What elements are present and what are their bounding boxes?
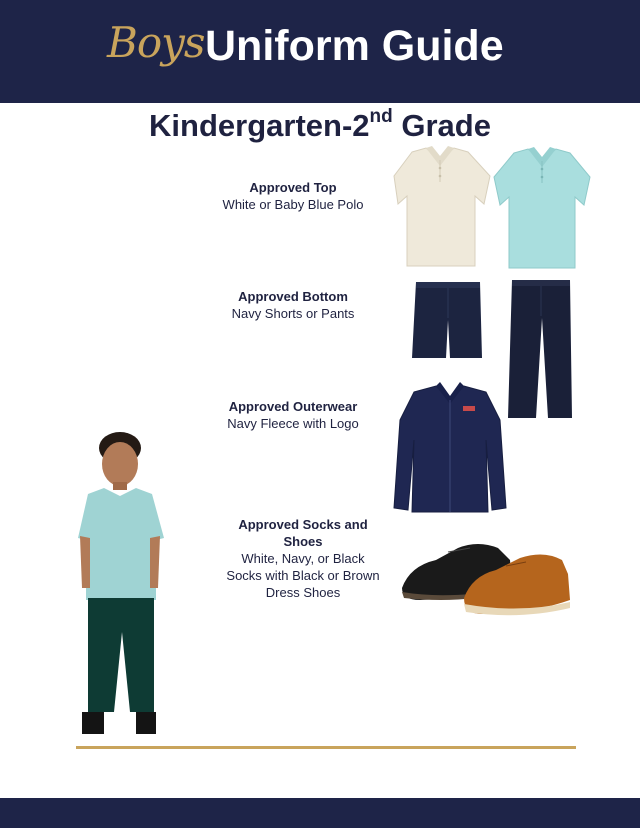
footer-gold-rule: [76, 746, 576, 749]
section-description-line-2: Socks with Black or Brown: [226, 568, 380, 583]
grade-heading-main: Kindergarten-2: [149, 108, 370, 143]
section-label: Approved Outerwear: [228, 399, 358, 414]
section-description: Navy Fleece with Logo: [227, 416, 359, 431]
section-label-line-1: Approved Socks and: [238, 517, 368, 532]
brand-title: Uniform Guide: [205, 22, 504, 70]
brand-script-word: Boys: [107, 18, 205, 67]
grade-heading-suffix: Grade: [392, 108, 491, 143]
white-polo-image: [394, 146, 490, 266]
section-label: Approved Bottom: [238, 289, 348, 304]
grade-heading-superscript: nd: [369, 105, 393, 127]
footer-band: [0, 798, 640, 828]
section-label-line-2: Shoes: [283, 534, 323, 549]
boy-figure-image: [78, 432, 164, 734]
section-description-line-3: Dress Shoes: [265, 585, 341, 600]
section-description: Navy Shorts or Pants: [231, 306, 355, 321]
section-description: White or Baby Blue Polo: [222, 197, 364, 212]
section-description-line-1: White, Navy, or Black: [241, 551, 365, 566]
blue-polo-image: [494, 147, 590, 268]
dress-shoes-image: [402, 544, 570, 615]
navy-fleece-image: [394, 382, 506, 512]
section-label: Approved Top: [249, 180, 337, 195]
navy-shorts-image: [412, 282, 482, 358]
navy-pants-image: [508, 280, 572, 418]
